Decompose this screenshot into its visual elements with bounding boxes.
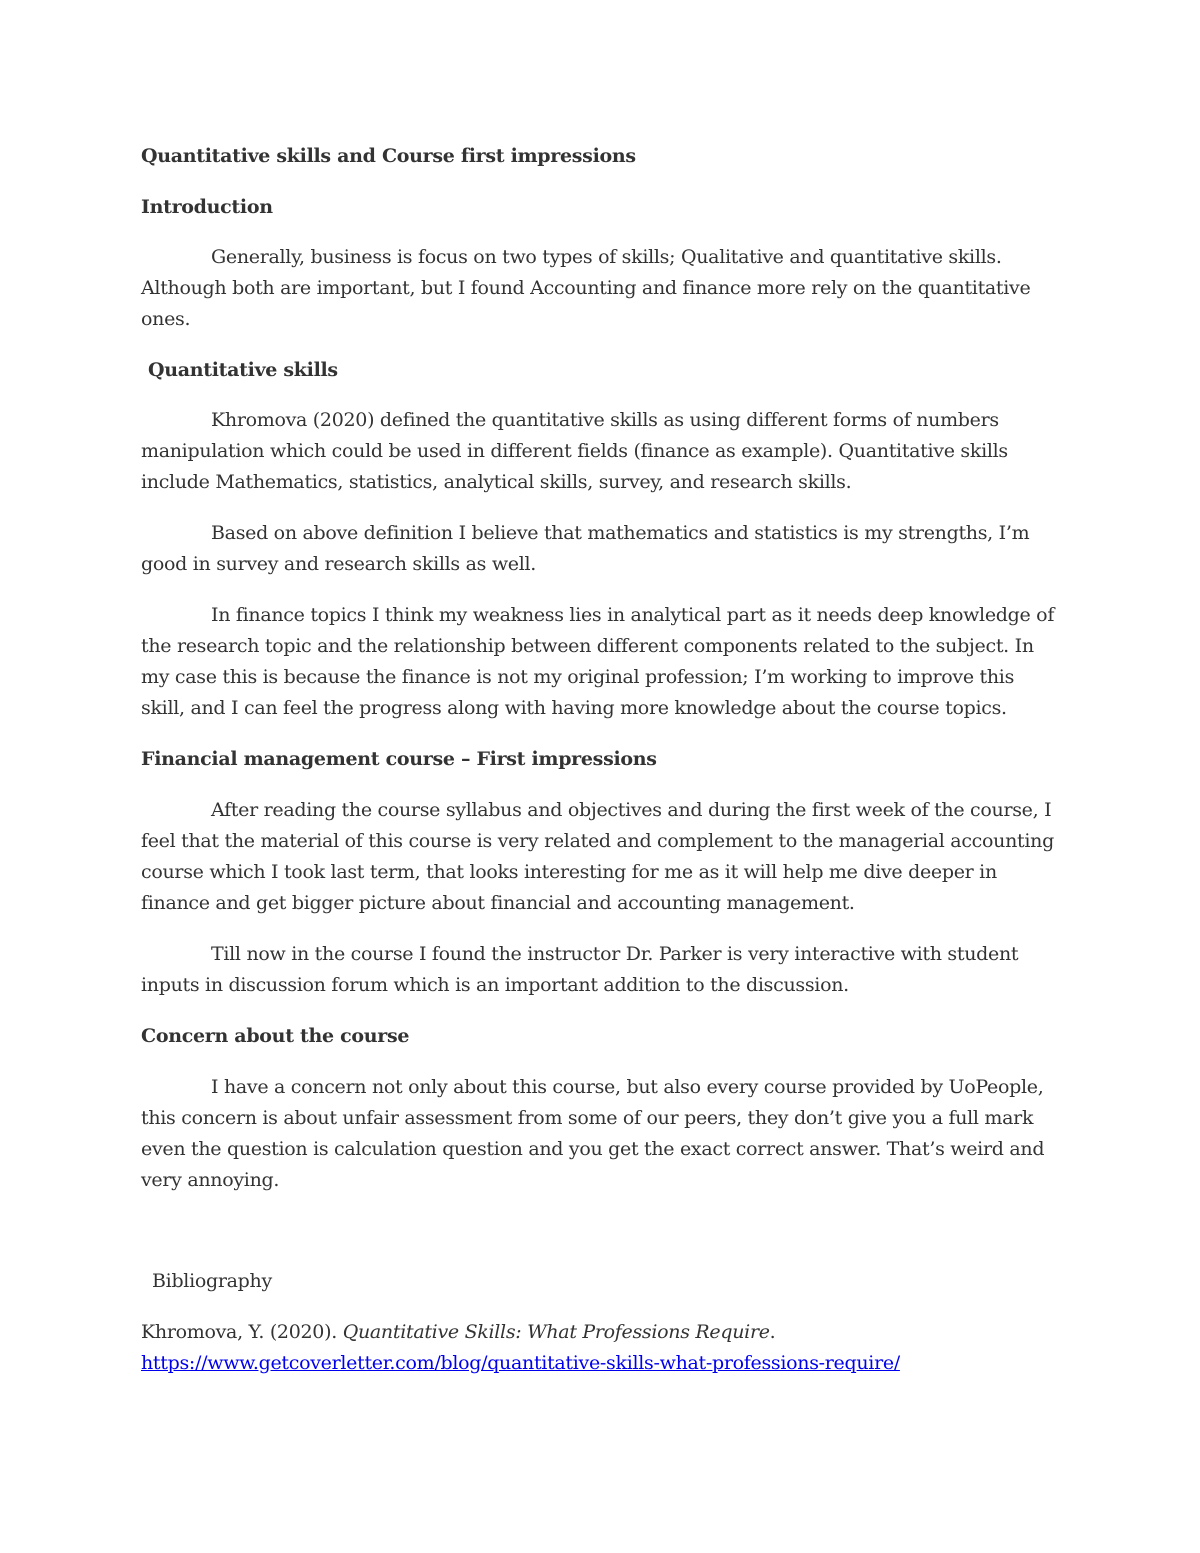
quantitative-paragraph-2: Based on above definition I believe that mathematics and statistics is my strengths, I’m good in survey and research skills as well. xyxy=(141,522,1030,575)
reference-url-link[interactable]: https://www.getcoverletter.com/blog/quantitative-skills-what-professions-require/ xyxy=(141,1352,900,1374)
introduction-paragraph: Generally, business is focus on two types of skills; Qualitative and quantitative skills. Although both are important, but I found Accounting and finance more rely on the quantitative ones. xyxy=(141,246,1031,330)
reference-title: Quantitative Skills: What Professions Require xyxy=(342,1321,770,1343)
reference-author-year: Khromova, Y. (2020). xyxy=(141,1321,343,1343)
concern-paragraph: I have a concern not only about this course, but also every course provided by UoPeople, this concern is about unfair assessment from some of our peers, they don’t give you a full mark even the question is calculation question and you get the exact correct answer. That’s weird and very annoying. xyxy=(141,1076,1045,1191)
concern-heading: Concern about the course xyxy=(141,1025,410,1047)
bibliography-heading: Bibliography xyxy=(152,1270,272,1292)
reference-period: . xyxy=(769,1321,776,1343)
quantitative-paragraph-3: In finance topics I think my weakness lies in analytical part as it needs deep knowledge of the research topic and the relationship between different components related to the subject. In my case this is because the finance is not my original profession; I’m working to improve this skill, and I can feel the progress along with having more knowledge about the course topics. xyxy=(141,604,1055,719)
financial-management-paragraph-2: Till now in the course I found the instructor Dr. Parker is very interactive with student inputs in discussion forum which is an important addition to the discussion. xyxy=(141,943,1019,996)
quantitative-skills-heading: Quantitative skills xyxy=(148,359,338,381)
financial-management-heading: Financial management course – First impressions xyxy=(141,748,657,770)
introduction-heading: Introduction xyxy=(141,196,273,218)
financial-management-paragraph-1: After reading the course syllabus and objectives and during the first week of the course, I feel that the material of this course is very related and complement to the managerial accounting course which I took last term, that looks interesting for me as it will help me dive deeper in finance and get bigger picture about financial and accounting management. xyxy=(141,799,1054,914)
quantitative-paragraph-1: Khromova (2020) defined the quantitative skills as using different forms of numbers manipulation which could be used in different fields (finance as example). Quantitative skills include Mathematics, statistics, analytical skills, survey, and research skills. xyxy=(141,409,1008,493)
document-title: Quantitative skills and Course first impressions xyxy=(141,145,636,167)
bibliography-entry xyxy=(141,1317,1061,1379)
